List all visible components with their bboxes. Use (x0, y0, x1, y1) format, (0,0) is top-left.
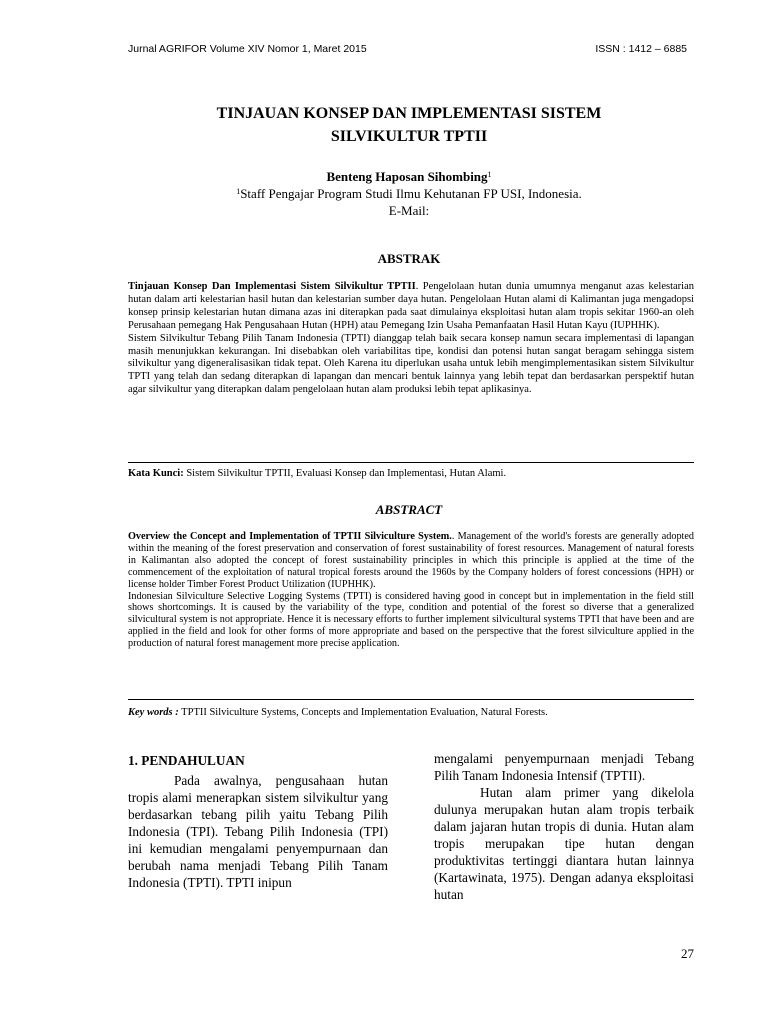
kata-kunci-text: Sistem Silvikultur TPTII, Evaluasi Konsep dan Implementasi, Hutan Alami. (183, 468, 507, 479)
author-sup: 1 (487, 170, 492, 179)
author-name-line (120, 168, 698, 185)
email-line: E-Mail: (388, 203, 430, 218)
key-words-label: Key words : (128, 707, 179, 718)
paper-title (120, 102, 698, 148)
abstract-paragraph-2: Indonesian Silviculture Selective Logging Systems (TPTI) is considered having good in concept but in implementation in the field still shows shortcomings. It is caused by the variability of the type, condition and potential of the forest so diverse that a generalized silvicultural system is not appropriate. Hence it is necessary efforts to further implement silvicultural systems TPTI that have been and are applied in the field and look for other forms of more appropriate and based on the perspective that the forest silviculture applied in the production of natural forest management more precise application. (128, 590, 694, 650)
right-column (434, 750, 694, 903)
left-paragraph-1: Pada awalnya, pengusahaan hutan tropis alami menerapkan sistem silvikultur yang berdasarkan tebang pilih yaitu Tebang Pilih Indonesia (TPI). Tebang Pilih Indonesia (TPI) ini kemudian mengalami penyempurnaan dan berubah nama menjadi Tebang Pilih Tanam Indonesia (TPTI). TPTI inipun (128, 773, 388, 890)
affiliation-line (120, 185, 698, 202)
kata-kunci (128, 468, 694, 479)
abstrak-body (128, 281, 694, 397)
abstract-p1-text: . Management of the world's forests are generally adopted within the meaning of the forest preservation and conservation of forest sustainability of forest resources. Management of natural forests in Kalimantan also adopted the concept of forest sustainability principles in which this principle is applied at the time of the commencement of the exploitation of natural tropical forests around the 1960s by the Company holders of forest concessions (HPH) or license holder Timber Forest Product Utilization (IUPHHK). (128, 531, 694, 590)
author-block (120, 168, 698, 219)
journal-header: Jurnal AGRIFOR Volume XIV Nomor 1, Maret 2015 (128, 43, 367, 55)
key-words-text: TPTII Silviculture Systems, Concepts and Implementation Evaluation, Natural Forests. (178, 707, 548, 718)
abstrak-paragraph-1 (128, 281, 694, 333)
abstrak-p1-text: . Pengelolaan hutan dunia umumnya menganut azas kelestarian hutan dalam arti kelestarian hasil hutan dan kelestarian sumber daya hutan. Pengelolaan Hutan alami di Kalimantan juga mengadopsi konsep prinsip kelestarian hutan dimana azas ini diterapkan pada saat dimulainya eksploitasi hutan alam tropis sekitar 1960-an oleh Perusahaan pemegang Hak Pengusahaan Hutan (HPH) atau Pemegang Izin Usaha Pemanfaatan Hasil Hutan Kayu (IUPHHK). (128, 281, 694, 331)
section-1-heading: 1. PENDAHULUAN (128, 753, 245, 768)
left-column (128, 752, 388, 891)
abstrak-paragraph-2: Sistem Silvikultur Tebang Pilih Tanam Indonesia (TPTI) dianggap telah baik secara konsep namun secara implementasi di lapangan masih menunjukkan kekurangan. Ini disebabkan oleh variabilitas tipe, kondisi dan potensi hutan sangat beragam sehingga sistem silvikultur yang digeneralisasikan tidak tepat. Oleh Karena itu diperlukan usaha untuk lebih mengimplementasikan sistem Silvikultur TPTI yang telah dan sedang diterapkan di lapangan dan mencari bentuk lainnya yang lebih tepat dan berdasarkan perspektif hutan agar silvikultur yang diterapkan dalam pengelolaan hutan alam produksi lebih tepat aplikasinya. (128, 332, 694, 396)
key-words (128, 707, 694, 718)
abstract-body (128, 531, 694, 650)
page-number: 27 (681, 946, 694, 961)
abstract-paragraph-1 (128, 531, 694, 591)
abstract-divider (128, 699, 694, 700)
right-paragraph-1: mengalami penyempurnaan menjadi Tebang Pilih Tanam Indonesia Intensif (TPTII). (434, 751, 694, 783)
affiliation: Staff Pengajar Program Studi Ilmu Kehutanan FP USI, Indonesia. (240, 186, 582, 201)
affiliation-sup: 1 (236, 187, 241, 196)
abstract-heading: ABSTRACT (375, 502, 443, 517)
title-line-2: SILVIKULTUR TPTII (330, 128, 488, 145)
title-line-1: TINJAUAN KONSEP DAN IMPLEMENTASI SISTEM (216, 105, 602, 122)
author-name: Benteng Haposan Sihombing (326, 169, 488, 184)
abstrak-divider (128, 462, 694, 463)
right-paragraph-2: Hutan alam primer yang dikelola dulunya merupakan hutan alam tropis terbaik dalam jajaran hutan tropis di dunia. Hutan alam tropis merupakan tipe hutan dengan produktivitas tertinggi diantara hutan lainnya (Kartawinata, 1975). Dengan adanya eksploitasi hutan (434, 785, 694, 902)
abstrak-title-bold: Tinjauan Konsep Dan Implementasi Sistem Silvikultur TPTII (128, 281, 416, 292)
kata-kunci-label: Kata Kunci: (128, 468, 184, 479)
abstrak-heading: ABSTRAK (377, 251, 441, 266)
issn-label: ISSN : 1412 – 6885 (595, 43, 687, 55)
abstract-title-bold: Overview the Concept and Implementation of TPTII Silviculture System. (128, 531, 452, 542)
